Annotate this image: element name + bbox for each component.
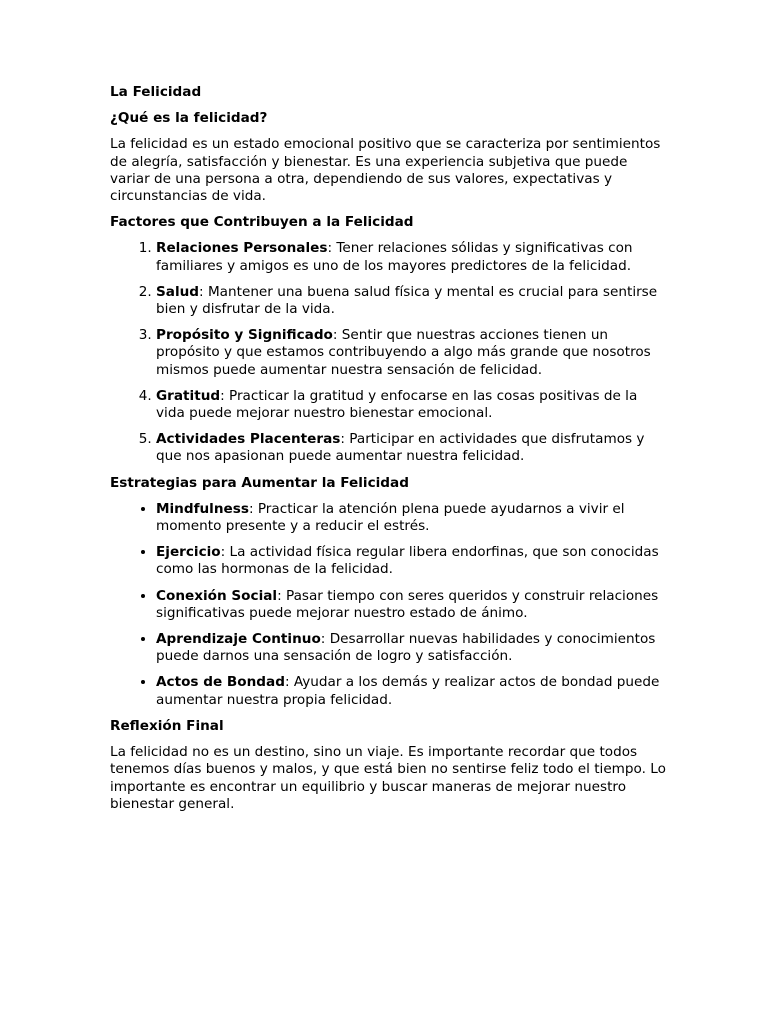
section-heading-factors: Factores que Contribuyen a la Felicidad [110,214,414,231]
list-item [156,240,670,274]
list-item-term: Salud [156,283,200,300]
list-item-term: Aprendizaje Continuo [156,631,321,648]
list-item [156,501,670,535]
list-item-text: : Tener relaciones sólidas y significativas con familiares y amigos es uno de los mayores predictores de la felicidad. [156,240,633,274]
list-item-text: : Mantener una buena salud física y mental es crucial para sentirse bien y disfrutar de la vida. [156,283,658,318]
list-item-text: : Practicar la gratitud y enfocarse en las cosas positivas de la vida puede mejorar nuestro bienestar emocional. [156,387,638,422]
list-item [156,588,670,622]
document-title: La Felicidad [110,84,202,100]
document-page [110,84,670,822]
list-item-term: Propósito y Significado [156,327,333,344]
list-item-term: Conexión Social [156,587,278,604]
strategies-list [110,501,670,709]
list-item [156,674,670,708]
section-heading-what-is-happiness: ¿Qué es la felicidad? [110,110,268,127]
list-item [156,631,670,665]
list-item-term: Gratitud [156,387,221,404]
section-heading-strategies: Estrategias para Aumentar la Felicidad [110,474,409,491]
list-item [156,388,670,422]
list-item-term: Mindfulness [156,500,249,517]
paragraph-conclusion: La felicidad no es un destino, sino un viaje. Es importante recordar que todos tenemos días buenos y malos, y que está bien no sentirse feliz todo el tiempo. Lo importante es encontrar un equilibrio y buscar maneras de mejorar nuestro bienestar general. [110,744,666,812]
factors-list [110,240,670,465]
list-item-text: : Desarrollar nuevas habilidades y conocimientos puede darnos una sensación de logro y satisfacción. [156,631,656,665]
list-item [156,431,670,465]
list-item-term: Actos de Bondad [156,674,285,691]
list-item-term: Relaciones Personales [156,240,328,257]
list-item [156,327,670,379]
list-item-text: : Practicar la atención plena puede ayudarnos a vivir el momento presente y a reducir el estrés. [156,500,625,535]
list-item-text: : Sentir que nuestras acciones tienen un propósito y que estamos contribuyendo a algo más grande que nosotros mismos puede aumentar nuestra sensación de felicidad. [156,327,651,378]
list-item-text: : Participar en actividades que disfrutamos y que nos apasionan puede aumentar nuestra felicidad. [156,431,645,465]
section-heading-final-reflection: Reflexión Final [110,717,224,734]
list-item [156,284,670,318]
paragraph-definition: La felicidad es un estado emocional positivo que se caracteriza por sentimientos de alegría, satisfacción y bienestar. Es una experiencia subjetiva que puede variar de una persona a otra, dependiendo de sus valores, expectativas y circunstancias de vida. [110,136,661,205]
list-item-text: : Ayudar a los demás y realizar actos de bondad puede aumentar nuestra propia felicidad. [156,674,660,708]
list-item-text: : Pasar tiempo con seres queridos y construir relaciones significativas puede mejorar nuestro estado de ánimo. [156,587,659,621]
list-item [156,544,670,578]
list-item-text: : La actividad física regular libera endorfinas, que son conocidas como las hormonas de la felicidad. [156,544,659,578]
list-item-term: Actividades Placenteras [156,431,341,448]
list-item-term: Ejercicio [156,544,221,561]
